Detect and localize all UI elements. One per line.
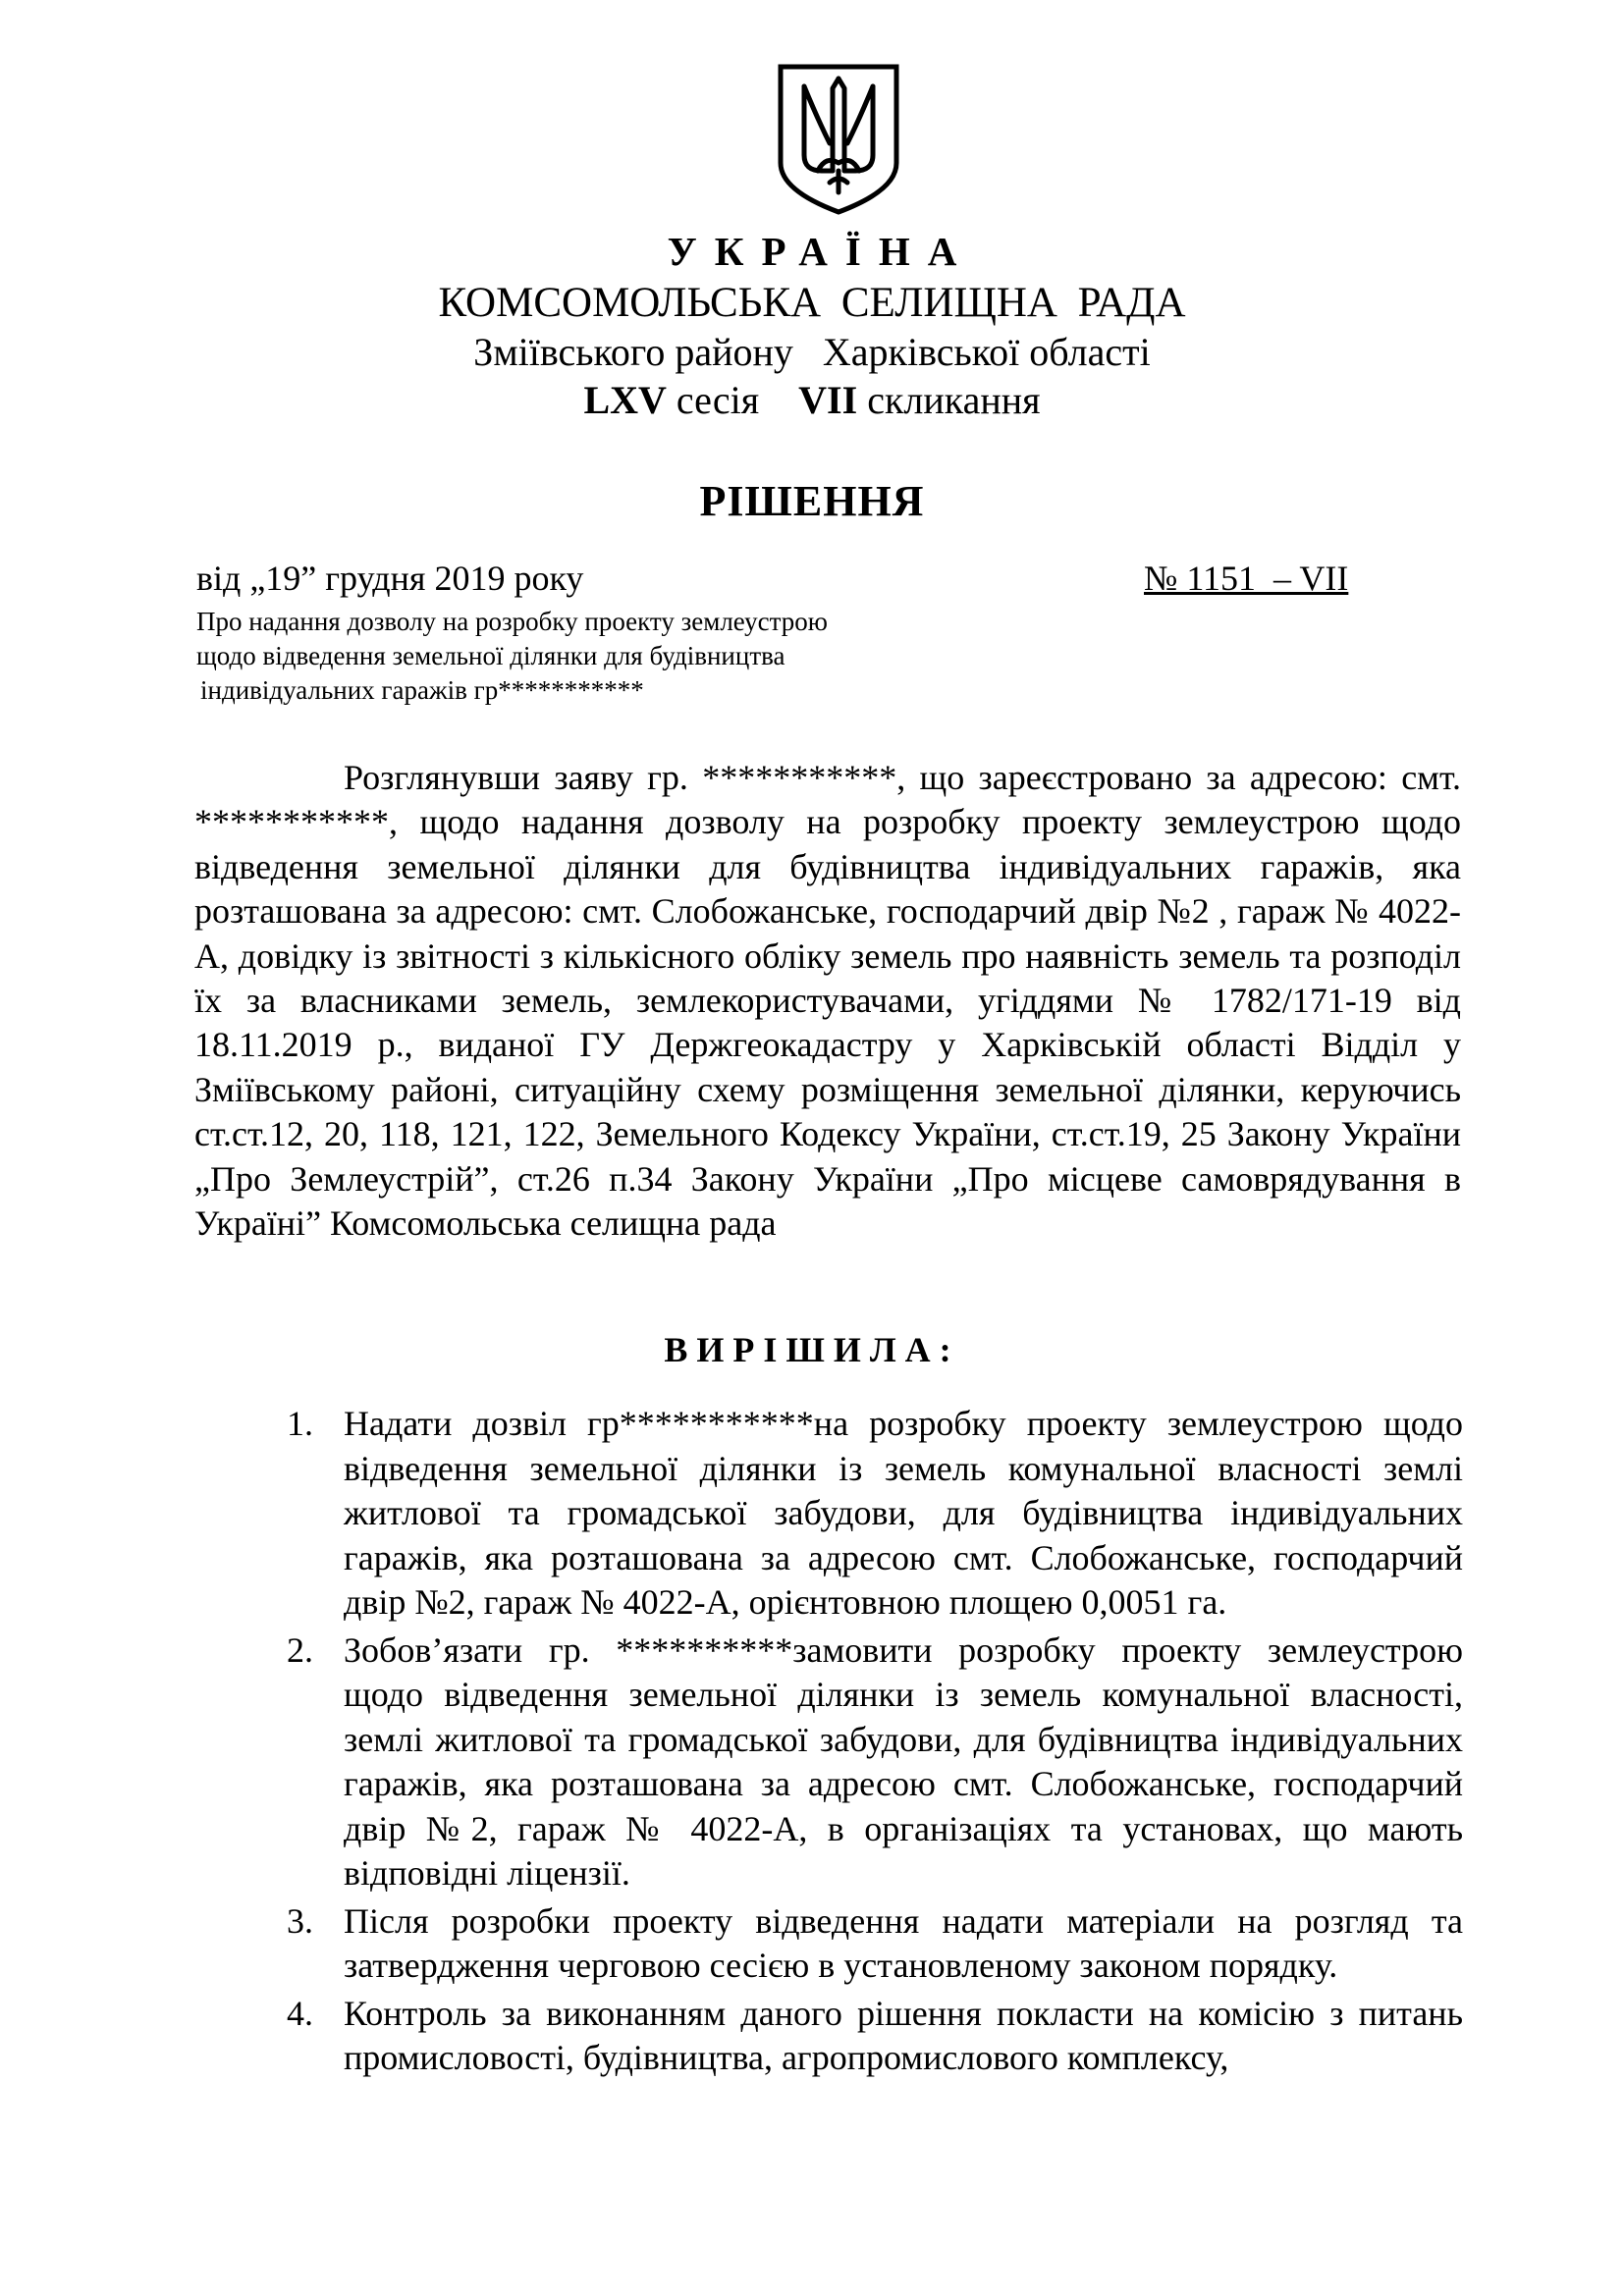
- subject-line: Про надання дозволу на розробку проекту землеустрою: [196, 607, 828, 636]
- item-text: Надати дозвіл гр***********на розробку проекту землеустрою щодо відведення земельної ділянки із земель комунальної власності землі житлової та громадської забудови, для будівництва індивідуальних гаражів, яка розташована за адресою смт. Слобожанське, господарчий двір №2, гараж № 4022-А, орієнтовною площею 0,0051 га.: [344, 1404, 1463, 1622]
- item-text: Після розробки проекту відведення надати матеріали на розгляд та затвердження черговою сесією в установленому законом порядку.: [344, 1900, 1463, 1985]
- item-number: 2.: [287, 1629, 313, 1670]
- session-number: LXV: [583, 378, 667, 422]
- country-heading: УКРАЇНА: [667, 229, 975, 274]
- decision-number: № 1151 – VII: [1144, 559, 1349, 598]
- resolved-heading: ВИРІШИЛА:: [664, 1330, 960, 1369]
- subject-line: індивідуальних гаражів гр***********: [200, 675, 644, 705]
- resolution-items-list: [287, 1402, 1463, 2084]
- item-text: Контроль за виконанням даного рішення покласти на комісію з питань промисловості, будівництва, агропромислового комплексу,: [344, 1993, 1463, 2077]
- list-item: [287, 1629, 1463, 1896]
- council-name: КОМСОМОЛЬСЬКА СЕЛИЩНА РАДА: [438, 280, 1186, 326]
- district-name: Зміївського району: [473, 330, 793, 374]
- subject-line: щодо відведення земельної ділянки для будівництва: [196, 641, 785, 670]
- item-number: 4.: [287, 1993, 313, 2033]
- preamble-paragraph: Розглянувши заяву гр. ***********, що зареєстровано за адресою: смт. ***********, щодо надання дозволу на розробку проекту землеустрою щодо відведення земельної ділянки для будівництва індивідуальних гаражів, яка розташована за адресою: смт. Слобожанське, господарчий двір №2 , гараж № 4022-А, довідку із звітності з кількісного обліку земель про наявність земель та розподіл їх за власниками земель, землекористувачами, угіддями № 1782/171-19 від 18.11.2019 р., виданої ГУ Держгеокадастру у Харківській області Відділ у Зміївському районі, ситуаційну схему розміщення земельної ділянки, керуючись ст.ст.12, 20, 118, 121, 122, Земельного Кодексу України, ст.ст.19, 25 Закону України „Про Землеустрій”, ст.26 п.34 Закону України „Про місцеве самоврядування в Україні” Комсомольська селищна рада: [194, 758, 1461, 1244]
- item-number: 1.: [287, 1404, 313, 1443]
- decision-subject: [196, 605, 828, 708]
- district-region-line: [0, 330, 1624, 374]
- convocation-word: скликання: [867, 378, 1041, 422]
- decision-date: від „19” грудня 2019 року: [196, 559, 584, 598]
- region-name: Харківської області: [822, 330, 1151, 374]
- list-item: [287, 1402, 1463, 1626]
- session-word: сесія: [676, 378, 760, 422]
- item-number: 3.: [287, 1900, 313, 1941]
- list-item: [287, 1992, 1463, 2081]
- session-line: [0, 378, 1624, 422]
- convocation-number: VII: [798, 378, 858, 422]
- item-text: Зобов’язати гр. **********замовити розробку проекту землеустрою щодо відведення земельної ділянки із земель комунальної власності, землі житлової та громадської забудови, для будівництва індивідуальних гаражів, яка розташована за адресою смт. Слобожанське, господарчий двір №2, гараж № 4022-А, в організаціях та установах, що мають відповідні ліцензії.: [344, 1629, 1463, 1893]
- coat-of-arms-emblem: [775, 61, 902, 218]
- document-title: РІШЕННЯ: [699, 477, 925, 525]
- list-item: [287, 1899, 1463, 1989]
